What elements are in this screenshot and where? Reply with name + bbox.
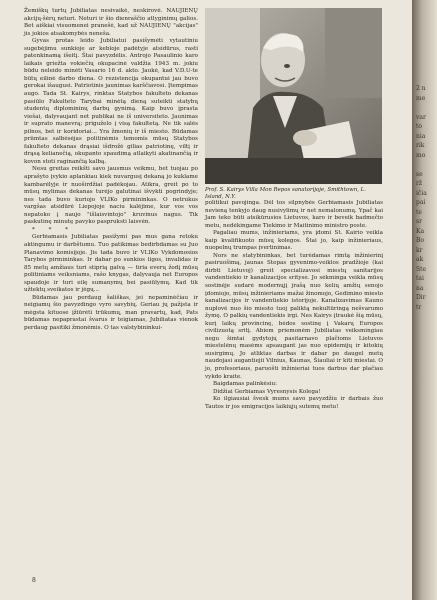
paragraph: Baigdamas palinkėsiu:	[213, 381, 277, 388]
facing-page-fragment: tai	[416, 275, 424, 282]
facing-page-fragment: Bo	[416, 237, 425, 244]
paragraph: Žemiškų turtų Jubiliatas nesivaikė, neskirovė. NAUJIENŲ akcijų-šėrų neturi. Neturi ir šio dienraščio atlyginimų galios. Bet aiškiai visuomenei pranešė, kad už NAUJIENŲ "akcijas" jis jokios atsakomybės neneša.	[24, 8, 198, 37]
facing-page-fragment: ak	[416, 256, 424, 263]
facing-page-edge	[412, 0, 437, 600]
facing-page-fragment: var	[416, 113, 426, 121]
paragraph: Gyvas protas leido Jubiliatui pasišymėti vytautiniu sugebėjimu sunkioje ar kebloje padėtyje atsidūrus, rasti patenkinamą išeitį. Štai pavyzdėlis. Antrojo Pasaulinio karo laikais griežta vokiečių okupacinė valdžia 1943 m. jokiu būdu neleido minėti Vasario 16 d. akto. Jaukė, kad V.D.U-te būtų eilinė darbo diena. O rezistencija okupantui jau buvo gerokai išaugusi. Patriotinis jaunimas karščiavosi. Įtempimas augo. Tada St. Kairys, rinktas Statybos fakulteto dekanas pasiūlo Fakulteto Tarybai minėtą dieną suteikti statybų studentų diplomininų darbų gynimą. Kaip buvo įprasta viešai, dalyvaujant net publikai ne iš universiteto. Jaunimas ir suprato manevrą; priguželo į visą fakultetą. Ne tik salės pilnos, bet ir koridoriai... Yra žmonių ir iš miesto. Būdamas priimtas salbėsėjas politinėmis temomis mūsų Statybos fakulteto dekanas drąsiai išdrožė gilias patriotinę, viltį ir drąsą kelianečią, okupanto spaudimą atlaikyti akatinančią ir kovon stoti raginančią kalbą.	[24, 38, 198, 165]
facing-page-fragment: pai	[416, 199, 426, 206]
paragraph: Gerbiamasis Jubiliatas pasižymi pas mus gana retoku aktingumu ir darbštumu. Tuo patikimas bedirbdamas su Juo Planavimo komisijoje. Jis tada buvo ir VLIKo Vykdomosios Tarybos pirmininkas. Ir dabar po sunkios ligos, invalidas ir 85 metų amžiaus turi stiprią galvą — tiria everų žodį mūsų politiniams veiksniams, rašo knygas, dalyvauja net Europos spaudoje ir turi eilę sumanymų bei pasiūlymų. Kad tik užtektų sveikatos ir jėgų...	[24, 234, 198, 294]
facing-page-fragment: to	[416, 123, 423, 130]
portrait-photo	[205, 8, 382, 184]
facing-page-fragment: mo	[416, 151, 426, 159]
facing-page-fragment: nia	[416, 132, 426, 140]
facing-page-fragment: 2 n	[416, 85, 426, 92]
facing-page-fragment: me	[416, 94, 426, 102]
paragraph: Nesu greitas reikšti savo jausmus veikmu, bet tuojau po aprašyto įvykio aplankiau kiek nuvargusį dekaną jo kuklame kambarėlyje ir nuoširdžiai padėkojau. Atikra, greit po to mūsų mylimas dekanas turėjo galutinai išvykti pogrindyje; nes tada buvo kuriojo VLIKo pirmininkas. O netrukus vargšas atsidūrė Liepojoje naciu kalėjime, kur vos vos nepateko į naujo "išlaisvintojo" kruvinus nagus. Tik paskutinę minutę pavyko paspruksti laisvėn.	[24, 166, 198, 226]
facing-page-fragment: sr	[416, 218, 422, 225]
facing-page-fragment: Ste	[416, 265, 427, 273]
paragraph: Pagaliau mums, inžinieriams, yra įdomi St. Kairio veikla kaip kvalifikuoto mūsų kolegos. Štai jo, kaip inžinieriaus, nuopelnų trumpas įvertinimas.	[205, 230, 383, 252]
paragraph: Nors ne statybininkas, bet turėdamas rimtą inžinierinį pasiruošimą, jaunas Stepas gyvenimo-veiklos pradžioje (kai dirbti Lietuvoj) greit specializavosi miestų sanitarijos vandentiekio ir kanalizacijos srityse. Jo sėkminga veikla mūsų sostinėje sudarė modernųjį jrašą nuo kelių amžių senojo įdomiojo, mūsų inžinieriams mažai žinomojo, Gedimino miesto kanalizacijos ir vandentiekio istorijoje. Kanalizavimas Kauno nuplovė nuo šio miesto tuoj paliktą nekultūringą nešvarumo žymę. O palkių vandentiekis irgi. Nes Kairys įtraukė šią mūsų, kurį laikų provincinę, bėdos sostinę į Vakarų Europos civilizuotą sritį. Abiem priemonėm Jubiliatas veiksmingiau negu šimtai gydytojų pasitarnavo plačioms Lietuvos miestelėnų masėms apsaugant jas nuo epidemijų ir kitokių susirgimų. Jo atliktas darbas ir dabar po daugel metų naudojasi augantiejii Vilnius, Kaunas, Šiauliai ir kiti miestai. O jo, profesoriaus, paruošti inžinieriai tuos darbus dar plačiau vykdo kraite.	[205, 252, 383, 380]
photo-caption: Prof. S. Kairys Villa Mon Repos sanatorijoje, Smithtown, L. Island, N.Y.	[205, 187, 366, 200]
facing-page-fragment: rik	[416, 142, 425, 149]
facing-page-fragment: te	[416, 208, 422, 216]
right-column	[205, 200, 383, 411]
portrait-photo-image	[205, 8, 382, 184]
left-column	[24, 8, 198, 333]
facing-page-fragment: Ka	[416, 227, 425, 235]
paragraph: politikui pavojinga. Dėl tos silpnybės Gerbiamasis Jubiliatas nevieną tenkyjo daug nusivylimų ir net nemalonumų. Ypač kai Jam teko būti atsikūrusios Lietuvos, karo ir beveik badmečio metu, nedėkingame Tiekimo ir Maitinimo ministro poste.	[205, 200, 383, 229]
page-number: 8	[32, 577, 36, 584]
facing-page-fragment: tr	[416, 303, 422, 311]
paragraph: Didžiai Gerbiamas Vyresnysis Kolega!	[213, 388, 321, 395]
facing-page-fragment: kr	[416, 246, 423, 254]
paragraph: Būdamas jau perdaug šališkas, jei nepaminėčiau ir neigiamų šio pavyzdingo vyro savybių. Geriau jų pažįsta ir mėgsta kituose įžiūrėti trūkumų, man pravartų, kad, Pats būdamas nepaprastai švarus ir teigiamas, Jubiliatas vienok perdaug pasitiki žmonėmis. O tas valstybininkui-	[24, 294, 198, 331]
facing-page-fragment: Dir	[416, 294, 426, 301]
paragraph: Ko ilgiausiai švesk mums savo pavyzdžiu ir darbais žuo Tautos ir jos emigracijos laikiųjų sutemų metu!	[205, 396, 383, 410]
facing-page-fragment: na	[416, 284, 424, 292]
facing-page-fragment: ičia	[416, 189, 427, 197]
facing-page-fragment: rž	[416, 180, 423, 187]
section-separator: * * *	[32, 226, 74, 233]
facing-page-fragment: se	[416, 170, 423, 178]
